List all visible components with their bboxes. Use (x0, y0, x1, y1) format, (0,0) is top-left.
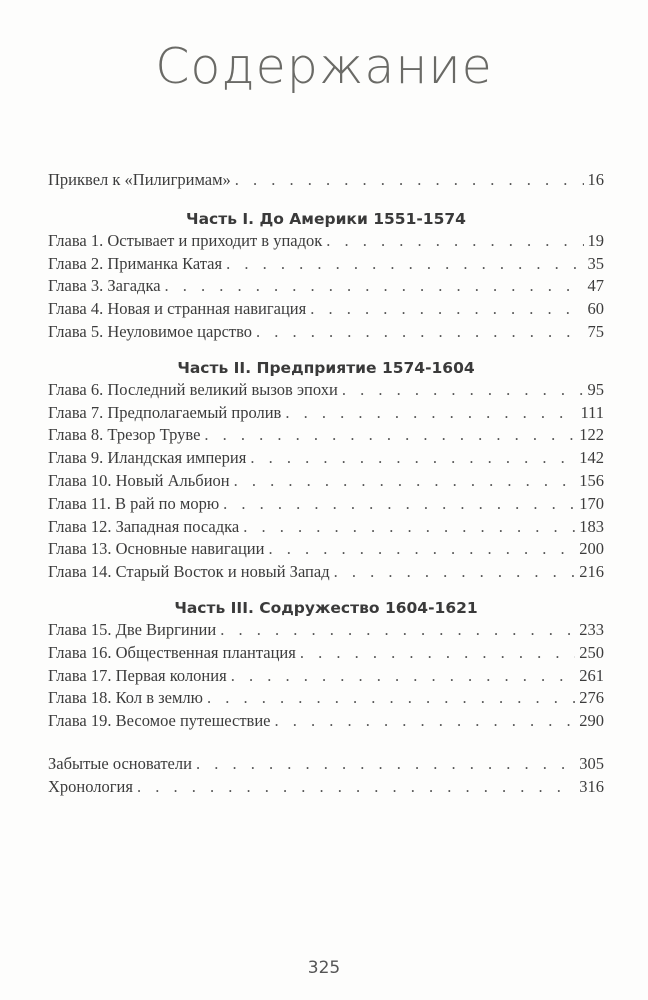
toc-entry-page: 47 (587, 276, 604, 296)
toc-entry-page: 261 (579, 665, 604, 685)
toc-entry-label: Глава 13. Основные навигации (48, 539, 265, 559)
toc-entry-page: 216 (579, 562, 604, 582)
toc-entry-page: 19 (587, 230, 604, 250)
toc-entry-page: 60 (587, 299, 604, 319)
toc-entry (48, 299, 604, 322)
page-title: Содержание (155, 38, 493, 95)
toc-entry-label: Глава 4. Новая и странная навигация (48, 299, 307, 319)
part-heading-2: Часть II. Предприятие 1574-1604 (177, 358, 475, 377)
toc-entry-page: 75 (587, 321, 604, 341)
toc-entry (48, 517, 604, 540)
toc-entry-page: 250 (579, 642, 604, 662)
toc-entry-page: 233 (579, 619, 604, 639)
part-heading-1: Часть I. До Америки 1551-1574 (186, 209, 466, 228)
dot-leader (310, 299, 583, 319)
toc-entry-label: Глава 9. Иландская империя (48, 448, 247, 468)
toc-entry (48, 666, 604, 689)
dot-leader (220, 620, 575, 640)
dot-leader (196, 754, 575, 774)
dot-leader (342, 380, 584, 400)
toc-entry-page: 183 (579, 516, 604, 536)
toc-entry-label: Глава 8. Трезор Труве (48, 425, 201, 445)
dot-leader (285, 403, 576, 423)
dot-leader (137, 777, 575, 797)
toc-entry-page: 35 (587, 253, 604, 273)
toc-entry (48, 711, 604, 734)
toc-entry-prequel (48, 170, 604, 193)
dot-leader (234, 471, 576, 491)
toc-entry (48, 539, 604, 562)
toc-entry (48, 276, 604, 299)
dot-leader (334, 562, 576, 582)
toc-entry-page: 290 (579, 711, 604, 731)
dot-leader (243, 517, 575, 537)
toc-entry-page: 170 (579, 493, 604, 513)
toc-entry-page: 122 (579, 425, 604, 445)
dot-leader (250, 448, 575, 468)
dot-leader (231, 666, 576, 686)
toc-entry (48, 562, 604, 585)
toc-entry (48, 688, 604, 711)
toc-entry-label: Глава 1. Остывает и приходит в упадок (48, 230, 323, 250)
toc-entry (48, 448, 604, 471)
toc-entry-label: Глава 12. Западная посадка (48, 516, 240, 536)
toc-entry (48, 380, 604, 403)
toc-entry (48, 643, 604, 666)
dot-leader (235, 170, 584, 190)
toc-entry-page: 316 (579, 776, 604, 796)
toc-entry-page: 16 (587, 170, 604, 189)
toc-entry (48, 425, 604, 448)
toc-entry-label: Глава 11. В рай по морю (48, 493, 220, 513)
toc-entry-label: Глава 7. Предполагаемый пролив (48, 402, 282, 422)
toc-entry-appendix (48, 777, 604, 800)
dot-leader (268, 539, 575, 559)
toc-entry-page: 305 (579, 753, 604, 773)
toc-entry-page: 156 (579, 470, 604, 490)
toc-entry (48, 231, 604, 254)
dot-leader (165, 276, 584, 296)
toc-entry-page: 95 (587, 379, 604, 399)
toc-entry-label: Приквел к «Пилигримам» (48, 170, 231, 189)
toc-entry-label: Глава 19. Весомое путешествие (48, 711, 271, 731)
toc-entry-label: Глава 16. Общественная плантация (48, 642, 296, 662)
toc-entry-label: Хронология (48, 776, 133, 796)
toc-entry (48, 403, 604, 426)
toc-entry-label: Забытые основатели (48, 753, 192, 773)
dot-leader (204, 425, 575, 445)
toc-entry-label: Глава 6. Последний великий вызов эпохи (48, 379, 338, 399)
dot-leader (226, 254, 583, 274)
toc-entry-label: Глава 14. Старый Восток и новый Запад (48, 562, 330, 582)
dot-leader (300, 643, 575, 663)
page-number: 325 (307, 958, 341, 978)
toc-entry (48, 494, 604, 517)
toc-entry-label: Глава 3. Загадка (48, 276, 161, 296)
toc-entry-label: Глава 17. Первая колония (48, 665, 227, 685)
toc-entry (48, 471, 604, 494)
toc-entry-label: Глава 15. Две Виргинии (48, 619, 217, 639)
dot-leader (207, 688, 575, 708)
toc-entry-label: Глава 5. Неуловимое царство (48, 321, 253, 341)
toc-entry-page: 111 (580, 402, 604, 422)
toc-entry-page: 200 (579, 539, 604, 559)
toc-entry-label: Глава 18. Кол в землю (48, 688, 203, 708)
toc-entry (48, 620, 604, 643)
toc-entry-page: 276 (579, 688, 604, 708)
dot-leader (275, 711, 576, 731)
toc-entry (48, 254, 604, 277)
dot-leader (256, 322, 583, 342)
table-of-contents (48, 170, 604, 800)
toc-entry-appendix (48, 754, 604, 777)
part-heading-3: Часть III. Содружество 1604-1621 (174, 598, 478, 617)
dot-leader (326, 231, 583, 251)
toc-entry-label: Глава 10. Новый Альбион (48, 470, 230, 490)
toc-entry-page: 142 (579, 448, 604, 468)
toc-entry-label: Глава 2. Приманка Катая (48, 253, 223, 273)
toc-entry (48, 322, 604, 345)
dot-leader (223, 494, 575, 514)
